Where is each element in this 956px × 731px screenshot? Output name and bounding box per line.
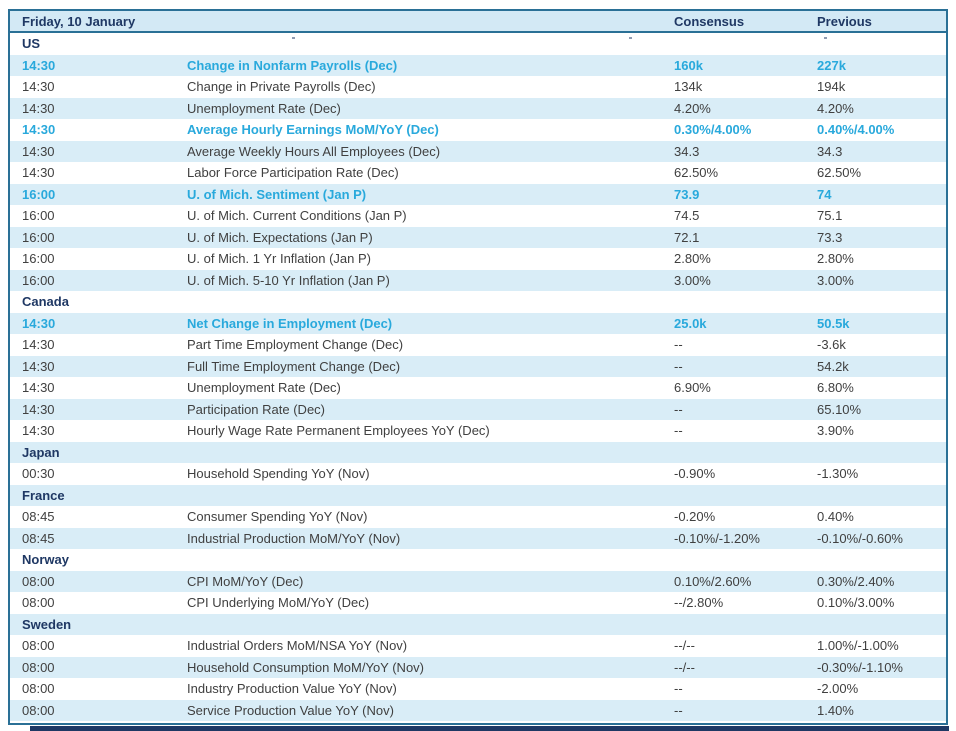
previous-cell: 0.40% [817,509,854,525]
event-row [10,119,946,141]
consensus-cell: -- [674,681,683,697]
event-cell: Average Weekly Hours All Employees (Dec) [187,143,441,159]
event-row [10,571,946,593]
consensus-cell: -- [674,358,683,374]
previous-cell: 0.10%/3.00% [817,595,895,611]
country-label: Japan [22,444,60,460]
event-cell: Change in Private Payrolls (Dec) [187,79,376,95]
event-row [10,592,946,614]
time-cell: 14:30 [22,122,56,138]
time-cell: 00:30 [22,466,55,482]
consensus-cell: 25.0k [674,315,707,331]
event-row [10,700,946,722]
time-cell: 14:30 [22,423,55,439]
time-cell: 14:30 [22,401,55,417]
event-cell: U. of Mich. Expectations (Jan P) [187,229,373,245]
time-cell: 16:00 [22,208,55,224]
previous-cell: -3.6k [817,337,846,353]
event-row [10,377,946,399]
previous-cell: -0.30%/-1.10% [817,659,903,675]
time-cell: 14:30 [22,337,55,353]
section-row-us [10,33,946,55]
time-cell: 14:30 [22,100,55,116]
previous-cell: 73.3 [817,229,843,245]
consensus-cell: --/2.80% [674,595,724,611]
event-cell: Average Hourly Earnings MoM/YoY (Dec) [187,122,439,138]
event-row [10,141,946,163]
consensus-cell: 0.30%/4.00% [674,122,752,138]
event-row [10,55,946,77]
previous-cell: 1.00%/-1.00% [817,638,899,654]
consensus-cell: -- [674,423,683,439]
consensus-cell: 3.00% [674,272,711,288]
previous-cell: 0.30%/2.40% [817,573,895,589]
consensus-column-header: Consensus [674,13,745,29]
consensus-cell: 2.80% [674,251,711,267]
event-cell: Industrial Production MoM/YoY (Nov) [187,530,401,546]
consensus-cell: 34.3 [674,143,700,159]
country-label: Norway [22,552,69,568]
event-row [10,463,946,485]
consensus-cell: -- [674,337,683,353]
event-cell: U. of Mich. Current Conditions (Jan P) [187,208,407,224]
event-cell: CPI Underlying MoM/YoY (Dec) [187,595,370,611]
previous-cell: -2.00% [817,681,859,697]
event-cell: U. of Mich. Sentiment (Jan P) [187,186,367,202]
country-label: Canada [22,294,69,310]
hidden-row-tick [292,37,295,39]
consensus-cell: 73.9 [674,186,700,202]
consensus-cell: 6.90% [674,380,711,396]
consensus-cell: -0.20% [674,509,716,525]
time-cell: 08:00 [22,595,55,611]
consensus-cell: 4.20% [674,100,711,116]
previous-cell: 62.50% [817,165,862,181]
time-cell: 16:00 [22,272,55,288]
event-row [10,334,946,356]
consensus-cell: 0.10%/2.60% [674,573,752,589]
time-cell: 08:00 [22,659,55,675]
consensus-cell: 62.50% [674,165,719,181]
event-cell: U. of Mich. 5-10 Yr Inflation (Jan P) [187,272,390,288]
event-row [10,356,946,378]
time-cell: 16:00 [22,186,56,202]
consensus-cell: --/-- [674,659,695,675]
consensus-cell: 72.1 [674,229,700,245]
event-row [10,76,946,98]
event-row [10,270,946,292]
consensus-cell: -0.90% [674,466,716,482]
table-header-row [10,11,946,33]
event-cell: Unemployment Rate (Dec) [187,100,341,116]
event-row [10,248,946,270]
previous-cell: 2.80% [817,251,854,267]
event-row [10,506,946,528]
previous-cell: 3.90% [817,423,854,439]
previous-cell: 3.00% [817,272,854,288]
section-row-sweden [10,614,946,636]
consensus-cell: -- [674,702,683,718]
event-cell: Full Time Employment Change (Dec) [187,358,401,374]
event-cell: Consumer Spending YoY (Nov) [187,509,368,525]
event-row [10,205,946,227]
time-cell: 16:00 [22,251,55,267]
section-row-france [10,485,946,507]
time-cell: 08:45 [22,530,55,546]
time-cell: 14:30 [22,57,56,73]
section-row-japan [10,442,946,464]
event-row [10,313,946,335]
event-cell: Service Production Value YoY (Nov) [187,702,394,718]
consensus-cell: 160k [674,57,703,73]
previous-cell: -0.10%/-0.60% [817,530,903,546]
event-cell: Labor Force Participation Rate (Dec) [187,165,399,181]
time-cell: 14:30 [22,165,55,181]
section-row-canada [10,291,946,313]
event-row [10,678,946,700]
event-row [10,420,946,442]
previous-cell: 194k [817,79,846,95]
event-cell: U. of Mich. 1 Yr Inflation (Jan P) [187,251,371,267]
hidden-row-tick [629,37,632,39]
section-row-norway [10,549,946,571]
time-cell: 08:00 [22,702,55,718]
event-row [10,657,946,679]
time-cell: 14:30 [22,358,55,374]
consensus-cell: 74.5 [674,208,700,224]
bottom-shadow-bar [30,726,949,731]
event-row [10,98,946,120]
previous-cell: 65.10% [817,401,862,417]
event-cell: Net Change in Employment (Dec) [187,315,393,331]
previous-cell: -1.30% [817,466,859,482]
country-label: France [22,487,65,503]
event-row [10,399,946,421]
country-label: US [22,36,41,52]
event-cell: Hourly Wage Rate Permanent Employees YoY (Dec) [187,423,490,439]
country-label: Sweden [22,616,72,632]
event-cell: Industrial Orders MoM/NSA YoY (Nov) [187,638,408,654]
previous-cell: 74 [817,186,832,202]
table-body [10,33,946,721]
time-cell: 16:00 [22,229,55,245]
time-cell: 08:00 [22,573,55,589]
event-row [10,528,946,550]
event-cell: Household Spending YoY (Nov) [187,466,370,482]
consensus-cell: -- [674,401,683,417]
previous-cell: 75.1 [817,208,843,224]
hidden-row-tick [824,37,827,39]
event-cell: Change in Nonfarm Payrolls (Dec) [187,57,398,73]
event-cell: CPI MoM/YoY (Dec) [187,573,304,589]
event-row [10,635,946,657]
previous-cell: 54.2k [817,358,849,374]
previous-cell: 227k [817,57,846,73]
time-cell: 14:30 [22,315,56,331]
previous-column-header: Previous [817,13,872,29]
time-cell: 14:30 [22,143,55,159]
time-cell: 14:30 [22,380,55,396]
event-cell: Industry Production Value YoY (Nov) [187,681,397,697]
consensus-cell: 134k [674,79,703,95]
economic-calendar-table [8,9,948,725]
time-cell: 08:00 [22,638,55,654]
previous-cell: 1.40% [817,702,854,718]
previous-cell: 4.20% [817,100,854,116]
consensus-cell: --/-- [674,638,695,654]
time-cell: 08:00 [22,681,55,697]
event-cell: Household Consumption MoM/YoY (Nov) [187,659,425,675]
time-cell: 14:30 [22,79,55,95]
previous-cell: 50.5k [817,315,850,331]
previous-cell: 0.40%/4.00% [817,122,895,138]
date-header: Friday, 10 January [22,13,136,29]
event-row [10,227,946,249]
event-cell: Participation Rate (Dec) [187,401,325,417]
event-cell: Part Time Employment Change (Dec) [187,337,404,353]
time-cell: 08:45 [22,509,55,525]
event-row [10,184,946,206]
event-row [10,162,946,184]
consensus-cell: -0.10%/-1.20% [674,530,760,546]
previous-cell: 6.80% [817,380,854,396]
event-cell: Unemployment Rate (Dec) [187,380,341,396]
previous-cell: 34.3 [817,143,843,159]
